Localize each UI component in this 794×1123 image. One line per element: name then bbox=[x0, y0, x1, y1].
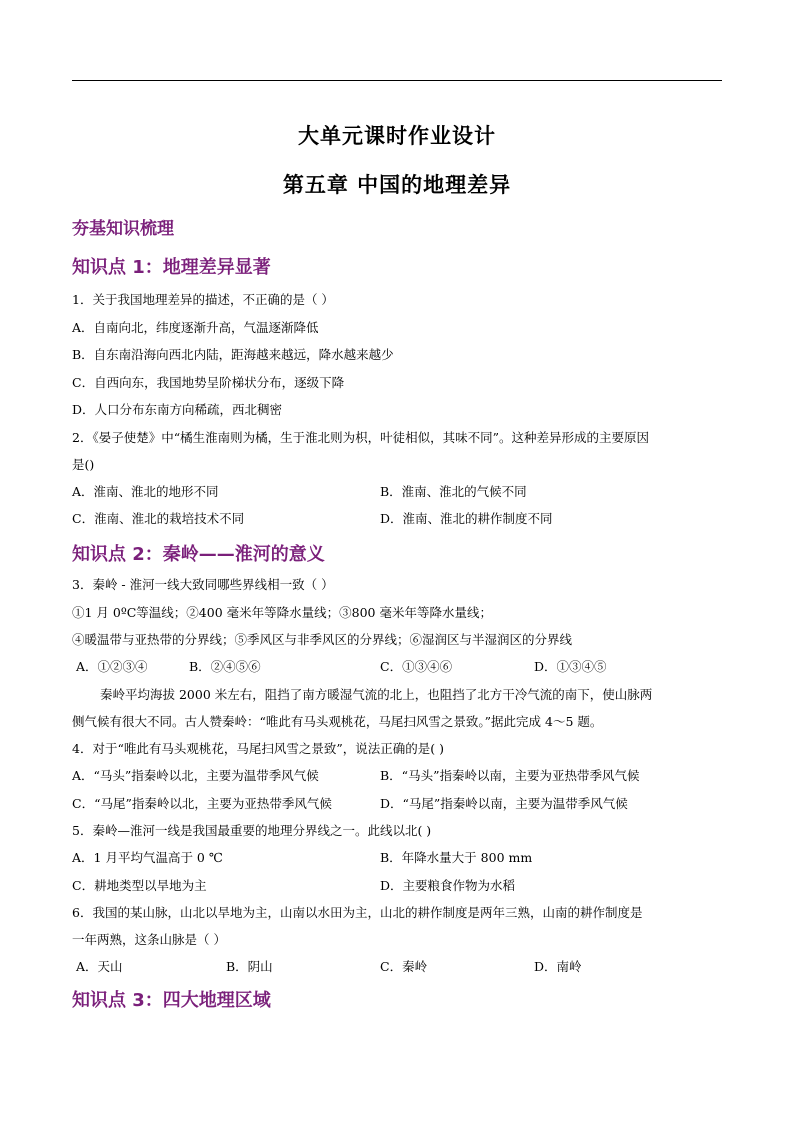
q6-option-a: A．天山 bbox=[76, 959, 123, 974]
q6-stem-line-2: 一年两熟，这条山脉是（ ） bbox=[72, 932, 226, 947]
topic-heading-1: 知识点 1：地理差异显著 bbox=[72, 257, 271, 278]
q3-option-a: A．①②③④ bbox=[76, 659, 148, 674]
chapter-title: 第五章 中国的地理差异 bbox=[282, 173, 512, 197]
q5-option-d: D．主要粮食作物为水稻 bbox=[380, 878, 516, 893]
q1-option-d: D．人口分布东南方向稀疏，西北稠密 bbox=[72, 402, 283, 417]
q4-stem: 4．对于“唯此有马头观桃花，马尾扫风雪之景致”，说法正确的是( ) bbox=[72, 741, 444, 756]
q3-line-2: ④暖温带与亚热带的分界线；⑤季风区与非季风区的分界线；⑥湿润区与半湿润区的分界线 bbox=[72, 632, 573, 647]
q4-option-a: A．“马头”指秦岭以北，主要为温带季风气候 bbox=[72, 768, 319, 783]
page-title: 大单元课时作业设计 bbox=[298, 124, 496, 148]
q3-option-b: B．②④⑤⑥ bbox=[189, 659, 261, 674]
passage-line-2: 侧气候有很大不同。古人赞秦岭：“唯此有马头观桃花，马尾扫风雪之景致。”据此完成 4～5 题。 bbox=[72, 714, 603, 729]
q4-option-b: B．“马头”指秦岭以南，主要为亚热带季风气候 bbox=[380, 768, 640, 783]
q4-option-c: C．“马尾”指秦岭以北，主要为亚热带季风气候 bbox=[72, 796, 332, 811]
q6-stem-line-1: 6．我国的某山脉，山北以旱地为主，山南以水田为主，山北的耕作制度是两年三熟，山南的耕作制度是 bbox=[72, 905, 643, 920]
topic-heading-2: 知识点 2：秦岭——淮河的意义 bbox=[72, 544, 325, 565]
q1-stem: 1．关于我国地理差异的描述，不正确的是（ ） bbox=[72, 292, 334, 307]
q6-option-b: B．阴山 bbox=[226, 959, 273, 974]
q3-line-1: ①1 月 0ºC等温线；②400 毫米年等降水量线；③800 毫米年等降水量线； bbox=[72, 605, 492, 620]
q2-stem-line-2: 是() bbox=[72, 457, 95, 472]
q6-option-c: C．秦岭 bbox=[380, 959, 428, 974]
q2-option-c: C．淮南、淮北的栽培技术不同 bbox=[72, 511, 245, 526]
q1-option-a: A．自南向北，纬度逐渐升高，气温逐渐降低 bbox=[72, 320, 319, 335]
topic-heading-3: 知识点 3：四大地理区域 bbox=[72, 990, 271, 1011]
q2-stem-line-1: 2．《晏子使楚》中“橘生淮南则为橘，生于淮北则为枳，叶徒相似，其味不同”。这种差异形成的主要原因 bbox=[72, 430, 649, 445]
q5-option-a: A．1 月平均气温高于 0 ℃ bbox=[72, 850, 223, 865]
header-rule bbox=[72, 80, 722, 81]
q3-stem: 3．秦岭 - 淮河一线大致同哪些界线相一致（ ） bbox=[72, 577, 334, 592]
q3-option-d: D．①③④⑤ bbox=[534, 659, 607, 674]
q6-option-d: D．南岭 bbox=[534, 959, 582, 974]
q1-option-b: B．自东南沿海向西北内陆，距海越来越远，降水越来越少 bbox=[72, 347, 394, 362]
q1-option-c: C．自西向东，我国地势呈阶梯状分布，逐级下降 bbox=[72, 375, 345, 390]
section-heading: 夯基知识梳理 bbox=[72, 219, 174, 239]
passage-line-1: 秦岭平均海拔 2000 米左右，阻挡了南方暖湿气流的北上，也阻挡了北方干冷气流的南下，使山脉两 bbox=[100, 687, 653, 702]
q2-option-a: A．淮南、淮北的地形不同 bbox=[72, 484, 219, 499]
q5-stem: 5．秦岭—淮河一线是我国最重要的地理分界线之一。此线以北( ) bbox=[72, 823, 432, 838]
q3-option-c: C．①③④⑥ bbox=[380, 659, 453, 674]
q2-option-b: B．淮南、淮北的气候不同 bbox=[380, 484, 527, 499]
q2-option-d: D．淮南、淮北的耕作制度不同 bbox=[380, 511, 553, 526]
q4-option-d: D．“马尾”指秦岭以南，主要为温带季风气候 bbox=[380, 796, 628, 811]
q5-option-c: C．耕地类型以旱地为主 bbox=[72, 878, 207, 893]
q5-option-b: B．年降水量大于 800 mm bbox=[380, 850, 533, 865]
